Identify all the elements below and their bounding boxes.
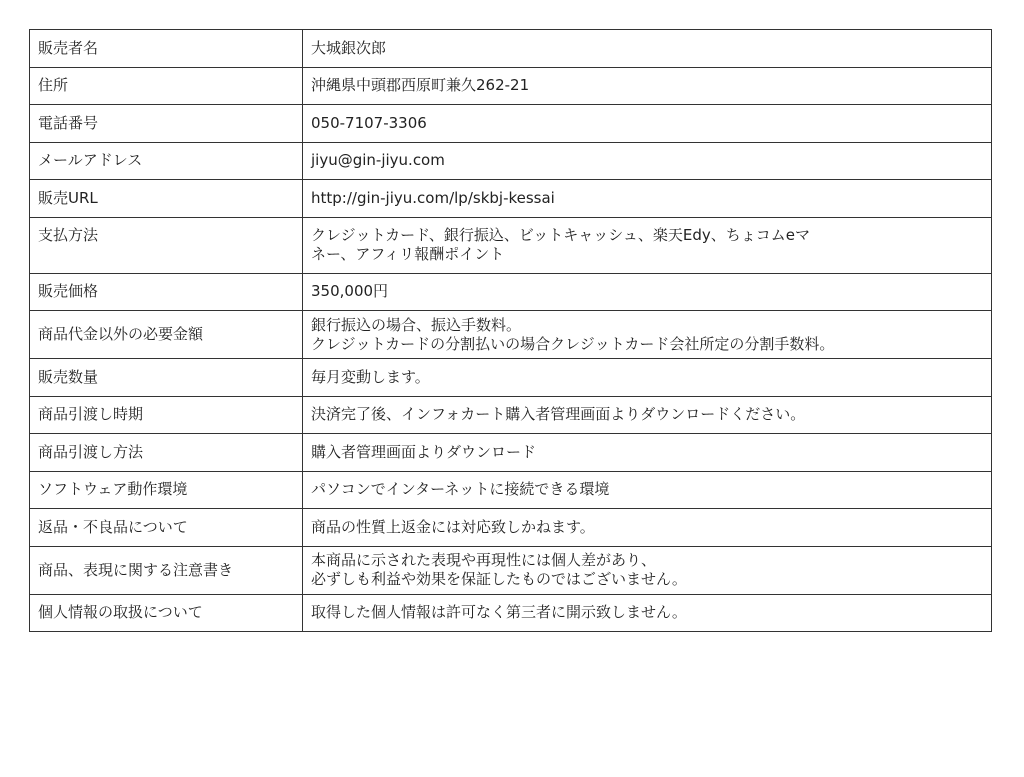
- table-row: [30, 105, 992, 143]
- row-label: 支払方法: [30, 217, 303, 273]
- table-row: [30, 509, 992, 547]
- row-value: 購入者管理画面よりダウンロード: [303, 434, 992, 472]
- row-label: 商品引渡し時期: [30, 396, 303, 434]
- row-value: 350,000円: [303, 273, 992, 311]
- row-label: 販売者名: [30, 30, 303, 68]
- table-row: [30, 396, 992, 434]
- table-row: [30, 311, 992, 359]
- row-value: http://gin-jiyu.com/lp/skbj-kessai: [303, 180, 992, 218]
- row-label: 商品、表現に関する注意書き: [30, 546, 303, 594]
- row-value: 本商品に示された表現や再現性には個人差があり、 必ずしも利益や効果を保証したものではございません。: [303, 546, 992, 594]
- row-value: パソコンでインターネットに接続できる環境: [303, 471, 992, 509]
- row-label: 返品・不良品について: [30, 509, 303, 547]
- row-value: jiyu@gin-jiyu.com: [303, 142, 992, 180]
- row-label: メールアドレス: [30, 142, 303, 180]
- row-value: 大城銀次郎: [303, 30, 992, 68]
- row-value: 050-7107-3306: [303, 105, 992, 143]
- table-row: [30, 217, 992, 273]
- table-row: [30, 67, 992, 105]
- table-row: [30, 30, 992, 68]
- row-value: 沖縄県中頭郡西原町兼久262-21: [303, 67, 992, 105]
- row-label: 商品代金以外の必要金額: [30, 311, 303, 359]
- table-row: [30, 273, 992, 311]
- table-row: [30, 546, 992, 594]
- row-label: 個人情報の取扱について: [30, 594, 303, 632]
- table-row: [30, 594, 992, 632]
- row-value: 商品の性質上返金には対応致しかねます。: [303, 509, 992, 547]
- table-row: [30, 142, 992, 180]
- row-label: 販売数量: [30, 359, 303, 397]
- table-row: [30, 471, 992, 509]
- row-value: 毎月変動します。: [303, 359, 992, 397]
- row-value: クレジットカード、銀行振込、ビットキャッシュ、楽天Edy、ちょコムeマ ネー、アフィリ報酬ポイント: [303, 217, 992, 273]
- table-row: [30, 434, 992, 472]
- table-row: [30, 359, 992, 397]
- row-value: 決済完了後、インフォカート購入者管理画面よりダウンロードください。: [303, 396, 992, 434]
- row-label: 販売価格: [30, 273, 303, 311]
- row-label: 電話番号: [30, 105, 303, 143]
- row-value: 取得した個人情報は許可なく第三者に開示致しません。: [303, 594, 992, 632]
- row-label: 販売URL: [30, 180, 303, 218]
- row-label: 住所: [30, 67, 303, 105]
- seller-info-table: [29, 29, 992, 632]
- row-label: ソフトウェア動作環境: [30, 471, 303, 509]
- row-value: 銀行振込の場合、振込手数料。 クレジットカードの分割払いの場合クレジットカード会社所定の分割手数料。: [303, 311, 992, 359]
- row-label: 商品引渡し方法: [30, 434, 303, 472]
- table-row: [30, 180, 992, 218]
